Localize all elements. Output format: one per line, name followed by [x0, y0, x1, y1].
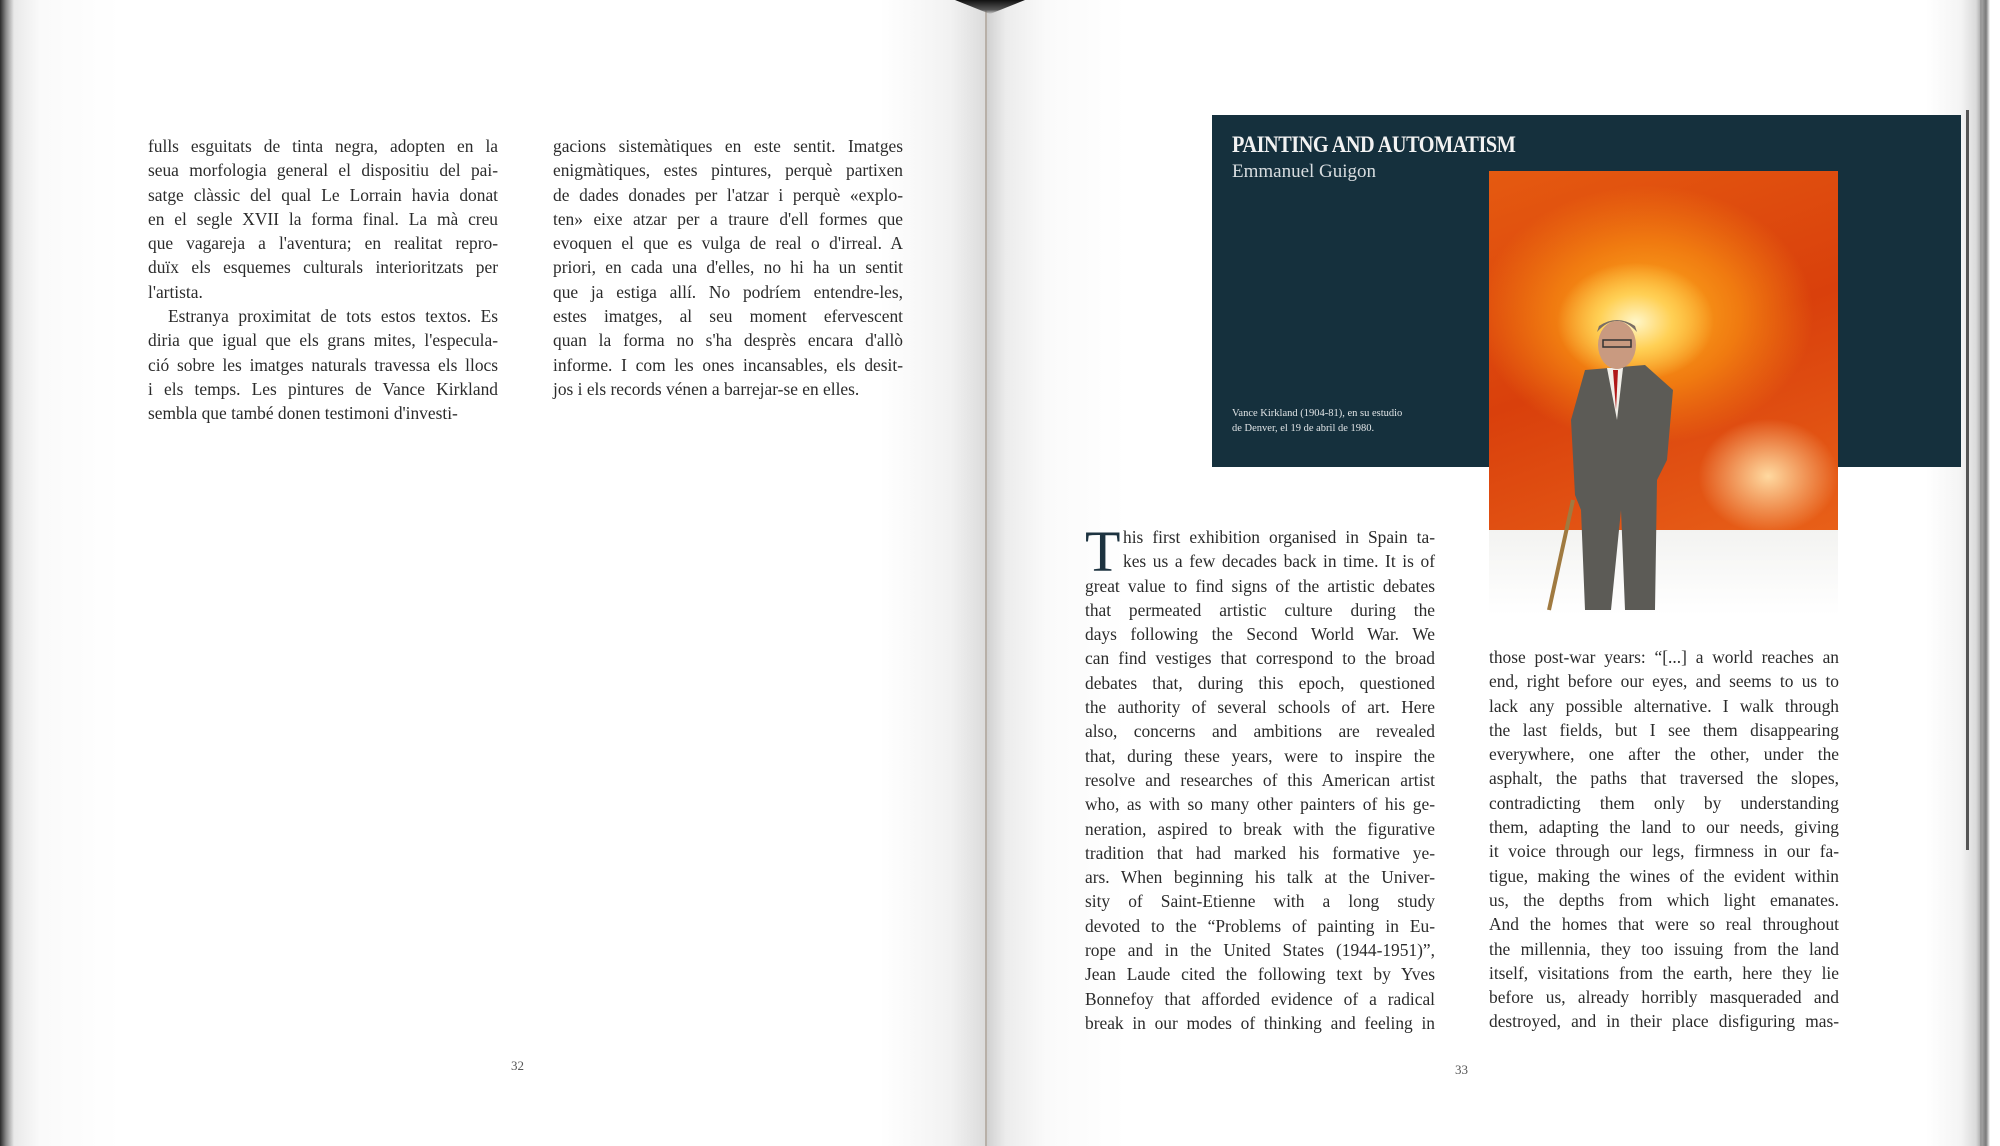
text-line: tigue, making the wines of the evident within [1489, 865, 1839, 886]
text-line: the millennia, they too issuing from the land [1489, 938, 1839, 959]
caption-line: de Denver, el 19 de abril de 1980. [1232, 423, 1375, 434]
text-line: sity of Saint-Etienne with a long study [1085, 891, 1435, 912]
text-line: ars. When beginning his talk at the Univer- [1085, 867, 1435, 888]
text-line: can find vestiges that correspond to the broad [1085, 648, 1435, 669]
text-line: informe. I com les ones incansables, els desit- [553, 354, 903, 375]
text-line: also, concerns and ambitions are revealed [1085, 721, 1435, 742]
text-line: de dades donades per l'atzar i perquè «explo- [553, 184, 903, 205]
text-line: days following the Second World War. We [1085, 624, 1435, 645]
text-line: fulls esguitats de tinta negra, adopten en la [148, 136, 498, 156]
text-line: quan la forma no s'ha desprès encara d'allò [553, 330, 903, 351]
text-line: contradicting them only by understanding [1489, 792, 1839, 813]
text-line: kes us a few decades back in time. It is of [1123, 551, 1435, 572]
text-line: evoquen el que es vulga de real o d'irreal. A [553, 233, 903, 254]
text-line: debates that, during this epoch, questioned [1085, 672, 1435, 693]
text-line: rope and in the United States (1944-1951)”, [1085, 940, 1435, 961]
text-line: neration, aspired to break with the figurative [1085, 818, 1435, 839]
text-line: us, the depths from which light emanates. [1489, 889, 1839, 910]
book-gutter [985, 0, 987, 1146]
text-line: tradition that had marked his formative ye- [1085, 842, 1435, 863]
article-author: Emmanuel Guigon [1232, 161, 1377, 182]
text-line: seua morfologia general el dispositiu del pai- [148, 160, 498, 181]
text-line: that permeated artistic culture during the [1085, 599, 1435, 620]
text-line: sembla que també donen testimoni d'investi- [148, 403, 458, 424]
right-column-2 [1489, 645, 1839, 1034]
left-column-1 [148, 134, 498, 426]
text-line: And the homes that were so real throughout [1489, 914, 1839, 935]
text-line: that, during these years, were to inspire the [1085, 745, 1435, 766]
artist-figure-photo [1545, 310, 1695, 615]
text-line: it voice through our legs, firmness in our fa- [1489, 841, 1839, 862]
text-line: Estranya proximitat de tots estos textos. Es [168, 306, 498, 327]
text-line: jos i els records vénen a barrejar-se en elles. [553, 378, 860, 399]
text-line: i els temps. Les pintures de Vance Kirkland [148, 378, 498, 399]
text-line: estes imatges, al seu moment efervescent [553, 306, 903, 327]
text-line: them, adapting the land to our needs, giving [1489, 817, 1839, 838]
text-line: before us, already horribly masqueraded and [1489, 987, 1839, 1008]
drop-cap: T [1085, 519, 1121, 584]
text-line: en el segle XVII la forma final. La mà creu [148, 208, 498, 229]
text-line: resolve and researches of this American artist [1085, 769, 1435, 790]
text-line: who, as with so many other painters of his ge- [1085, 794, 1435, 815]
text-line: priori, en cada una d'elles, no hi ha un sentit [553, 257, 903, 278]
text-line: duïx els esquemes culturals interioritzats per [148, 257, 498, 278]
page-edge [1966, 110, 1969, 850]
text-line: Jean Laude cited the following text by Yves [1085, 964, 1435, 985]
text-line: devoted to the “Problems of painting in Eu- [1085, 915, 1435, 936]
text-line: que ja estiga allí. No podríem entendre-les, [553, 281, 903, 302]
text-line: those post-war years: “[...] a world reaches an [1489, 647, 1839, 667]
text-line: the authority of several schools of art. Here [1085, 697, 1435, 718]
text-line: gacions sistemàtiques en este sentit. Imatges [553, 136, 903, 156]
page-number-left: 32 [511, 1058, 524, 1073]
text-line: end, right before our eyes, and seems to us to [1489, 671, 1839, 692]
text-line: l'artista. [148, 281, 203, 302]
text-line: Bonnefoy that afforded evidence of a radical [1085, 988, 1435, 1009]
text-line: que vagareja a l'aventura; en realitat repro- [148, 233, 498, 254]
page-number-right: 33 [1455, 1062, 1468, 1077]
article-title: PAINTING AND AUTOMATISM [1232, 132, 1516, 157]
text-line: everywhere, one after the other, under the [1489, 744, 1839, 765]
text-line: ció sobre les imatges naturals travessa els llocs [148, 354, 498, 375]
right-column-1 [1085, 519, 1435, 1035]
page-edge [1980, 0, 1982, 1146]
text-line: destroyed, and in their place disfiguring mas- [1489, 1011, 1839, 1032]
text-line: itself, visitations from the earth, here they lie [1489, 962, 1839, 983]
text-line: lack any possible alternative. I walk through [1489, 695, 1839, 716]
text-line: his first exhibition organised in Spain ta- [1123, 527, 1435, 547]
text-line: the last fields, but I see them disappearing [1489, 719, 1839, 740]
text-line: great value to find signs of the artistic debates [1085, 575, 1435, 596]
text-line: break in our modes of thinking and feeling in [1085, 1012, 1435, 1033]
left-column-2 [553, 134, 903, 401]
text-line: enigmàtiques, estes pintures, perquè partixen [553, 160, 903, 181]
text-line: satge clàssic del qual Le Lorrain havia donat [148, 184, 498, 205]
text-line: ten» eixe atzar per a traure d'ell formes que [553, 208, 903, 229]
caption-line: Vance Kirkland (1904-81), en su estudio [1232, 408, 1403, 419]
text-line: asphalt, the paths that traversed the slopes, [1489, 768, 1839, 789]
text-line: diria que igual que els grans mites, l'especula- [148, 330, 498, 351]
photo-caption [1232, 406, 1402, 436]
